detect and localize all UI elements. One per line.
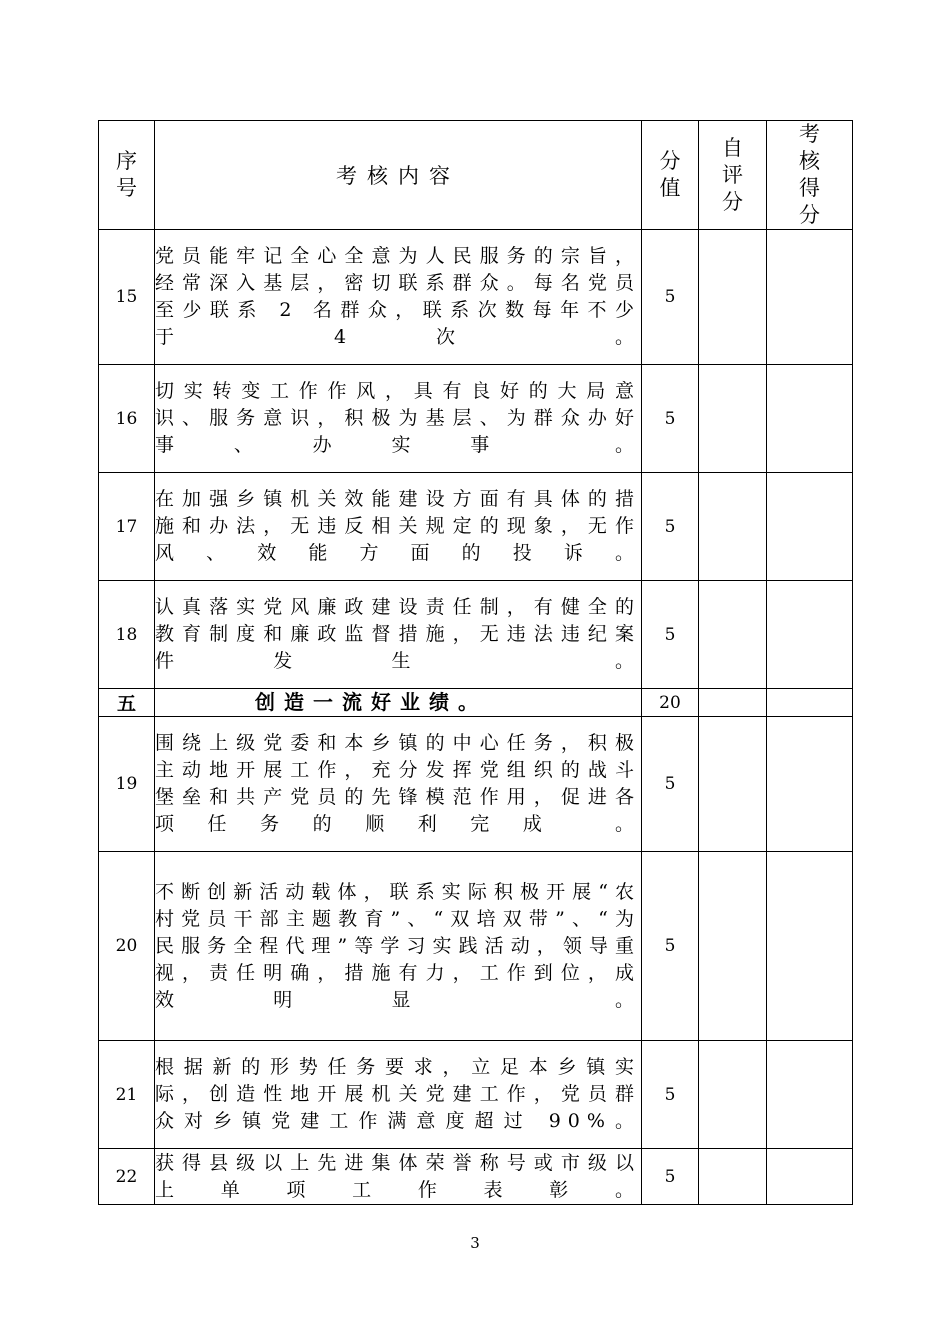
row-number: 17 (99, 473, 155, 581)
section-self-score (699, 689, 767, 717)
row-self-score (699, 230, 767, 365)
row-self-score (699, 852, 767, 1041)
row-final-score (767, 473, 853, 581)
section-row (99, 689, 853, 717)
row-content: 在加强乡镇机关效能建设方面有具体的措施和办法，无违反相关规定的现象，无作风、效能方面的投诉。 (155, 473, 642, 581)
table-row (99, 473, 853, 581)
row-self-score (699, 717, 767, 852)
row-points: 5 (642, 1149, 699, 1205)
assessment-table (98, 120, 853, 1205)
row-content: 党员能牢记全心全意为人民服务的宗旨，经常深入基层，密切联系群众。每名党员至少联系 2 名群众，联系次数每年不少于 4 次 。 (155, 230, 642, 365)
row-points: 5 (642, 473, 699, 581)
row-number: 18 (99, 581, 155, 689)
row-self-score (699, 1041, 767, 1149)
row-content: 根据新的形势任务要求，立足本乡镇实际，创造性地开展机关党建工作，党员群众对乡镇党建工作满意度超过 90%。 (155, 1041, 642, 1149)
row-final-score (767, 365, 853, 473)
row-points: 5 (642, 717, 699, 852)
row-points: 5 (642, 1041, 699, 1149)
row-content: 认真落实党风廉政建设责任制，有健全的教育制度和廉政监督措施，无违法违纪案件发生 。 (155, 581, 642, 689)
section-title: 创造一流好业绩。 (155, 689, 642, 717)
table-row (99, 581, 853, 689)
table-row (99, 1149, 853, 1205)
row-number: 19 (99, 717, 155, 852)
row-points: 5 (642, 230, 699, 365)
row-number: 20 (99, 852, 155, 1041)
row-content: 围绕上级党委和本乡镇的中心任务，积极主动地开展工作，充分发挥党组织的战斗堡垒和共产党员的先锋模范作用，促进各项任务的顺利完成 。 (155, 717, 642, 852)
section-final-score (767, 689, 853, 717)
table-row (99, 365, 853, 473)
row-final-score (767, 717, 853, 852)
page-number: 3 (470, 1234, 480, 1252)
row-number: 16 (99, 365, 155, 473)
row-self-score (699, 581, 767, 689)
row-final-score (767, 230, 853, 365)
header-no: 序号 (99, 121, 155, 230)
header-self-score: 自评分 (699, 121, 767, 230)
table-row (99, 1041, 853, 1149)
table-row (99, 852, 853, 1041)
row-points: 5 (642, 365, 699, 473)
row-self-score (699, 473, 767, 581)
row-points: 5 (642, 581, 699, 689)
row-content: 切实转变工作作风，具有良好的大局意识、服务意识，积极为基层、为群众办好事、办实事 。 (155, 365, 642, 473)
row-content: 不断创新活动载体，联系实际积极开展“农村党员干部主题教育”、“双培双带”、“为民服务全程代理”等学习实践活动，领导重视，责任明确，措施有力，工作到位，成效明显 。 (155, 852, 642, 1041)
section-number: 五 (99, 689, 155, 717)
table-header-row (99, 121, 853, 230)
table-row (99, 717, 853, 852)
row-points: 5 (642, 852, 699, 1041)
row-number: 15 (99, 230, 155, 365)
header-points: 分值 (642, 121, 699, 230)
row-final-score (767, 852, 853, 1041)
row-number: 21 (99, 1041, 155, 1149)
section-points: 20 (642, 689, 699, 717)
row-number: 22 (99, 1149, 155, 1205)
row-content: 获得县级以上先进集体荣誉称号或市级以上单项工作表彰。 (155, 1149, 642, 1205)
row-final-score (767, 1041, 853, 1149)
header-final-score: 考核得分 (767, 121, 853, 230)
row-self-score (699, 1149, 767, 1205)
row-final-score (767, 1149, 853, 1205)
row-final-score (767, 581, 853, 689)
row-self-score (699, 365, 767, 473)
table-row (99, 230, 853, 365)
header-content: 考核内容 (155, 121, 642, 230)
